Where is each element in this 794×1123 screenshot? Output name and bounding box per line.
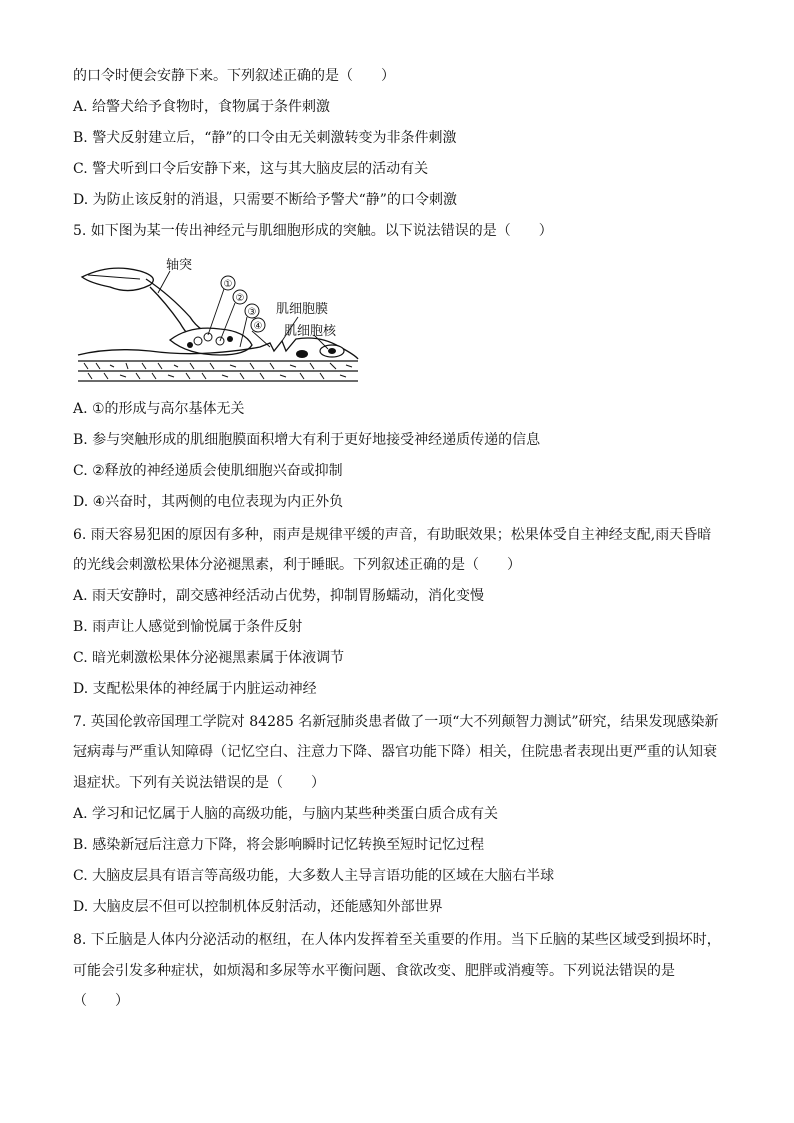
label-muscle-membrane: 肌细胞膜 [276, 302, 329, 317]
q6-stem-line-2: 的光线会刺激松果体分泌褪黑素，利于睡眠。下列叙述正确的是（ ） [73, 557, 521, 573]
synapse-figure [70, 255, 360, 387]
q6-stem-line-1: 6. 雨天容易犯困的原因有多种，雨声是规律平缓的声音，有助眠效果；松果体受自主神经支配,雨天昏暗 [73, 527, 712, 543]
q5-option-c: C. ②释放的神经递质会使肌细胞兴奋或抑制 [73, 463, 343, 479]
q7-option-c: C. 大脑皮层具有语言等高级功能，大多数人主导言语功能的区域在大脑右半球 [73, 868, 555, 884]
q6-option-b: B. 雨声让人感觉到愉悦属于条件反射 [73, 619, 303, 635]
q6-option-c: C. 暗光刺激松果体分泌褪黑素属于体液调节 [73, 650, 345, 666]
q5-stem: 5. 如下图为某一传出神经元与肌细胞形成的突触。以下说法错误的是（ ） [73, 223, 553, 239]
q6-option-d: D. 支配松果体的神经属于内脏运动神经 [73, 681, 317, 697]
q5-option-d: D. ④兴奋时，其两侧的电位表现为内正外负 [73, 494, 344, 510]
marker-4: ④ [253, 321, 263, 332]
q4-option-d: D. 为防止该反射的消退，只需要不断给予警犬“静”的口令刺激 [73, 192, 457, 208]
marker-3: ③ [247, 307, 257, 318]
marker-1: ① [223, 279, 233, 290]
q4-option-b: B. 警犬反射建立后，“静”的口令由无关刺激转变为非条件刺激 [73, 130, 457, 146]
q7-stem-line-1: 7. 英国伦敦帝国理工学院对 84285 名新冠肺炎患者做了一项“大不列颠智力测试”研究，结果发现感染新 [73, 714, 719, 730]
label-muscle-nucleus: 肌细胞核 [284, 324, 337, 339]
q4-option-c: C. 警犬听到口令后安静下来，这与其大脑皮层的活动有关 [73, 161, 429, 177]
q8-stem-line-2: 可能会引发多种症状，如烦渴和多尿等水平衡问题、食欲改变、肥胖或消瘦等。下列说法错误的是 [73, 963, 675, 979]
q7-stem-line-3: 退症状。下列有关说法错误的是（ ） [73, 775, 325, 791]
q7-option-d: D. 大脑皮层不但可以控制机体反射活动，还能感知外部世界 [73, 899, 443, 915]
q4-stem-tail: 的口令时便会安静下来。下列叙述正确的是（ ） [73, 68, 395, 84]
marker-2: ② [235, 293, 245, 304]
q5-option-b: B. 参与突触形成的肌细胞膜面积增大有利于更好地接受神经递质传递的信息 [73, 432, 541, 448]
q5-option-a: A. ①的形成与高尔基体无关 [73, 401, 245, 417]
q6-option-a: A. 雨天安静时，副交感神经活动占优势，抑制胃肠蠕动，消化变慢 [73, 588, 485, 604]
label-axon: 轴突 [166, 258, 193, 273]
q7-stem-line-2: 冠病毒与严重认知障碍（记忆空白、注意力下降、器官功能下降）相关，住院患者表现出更严重的认知衰 [73, 744, 717, 760]
q8-stem-line-3: （ ） [73, 993, 129, 1009]
q8-stem-line-1: 8. 下丘脑是人体内分泌活动的枢纽，在人体内发挥着至关重要的作用。当下丘脑的某些区域受到损坏时， [73, 932, 721, 948]
q7-option-b: B. 感染新冠后注意力下降，将会影响瞬时记忆转换至短时记忆过程 [73, 837, 485, 853]
q4-option-a: A. 给警犬给予食物时，食物属于条件刺激 [73, 99, 331, 115]
q7-option-a: A. 学习和记忆属于人脑的高级功能，与脑内某些种类蛋白质合成有关 [73, 806, 499, 822]
